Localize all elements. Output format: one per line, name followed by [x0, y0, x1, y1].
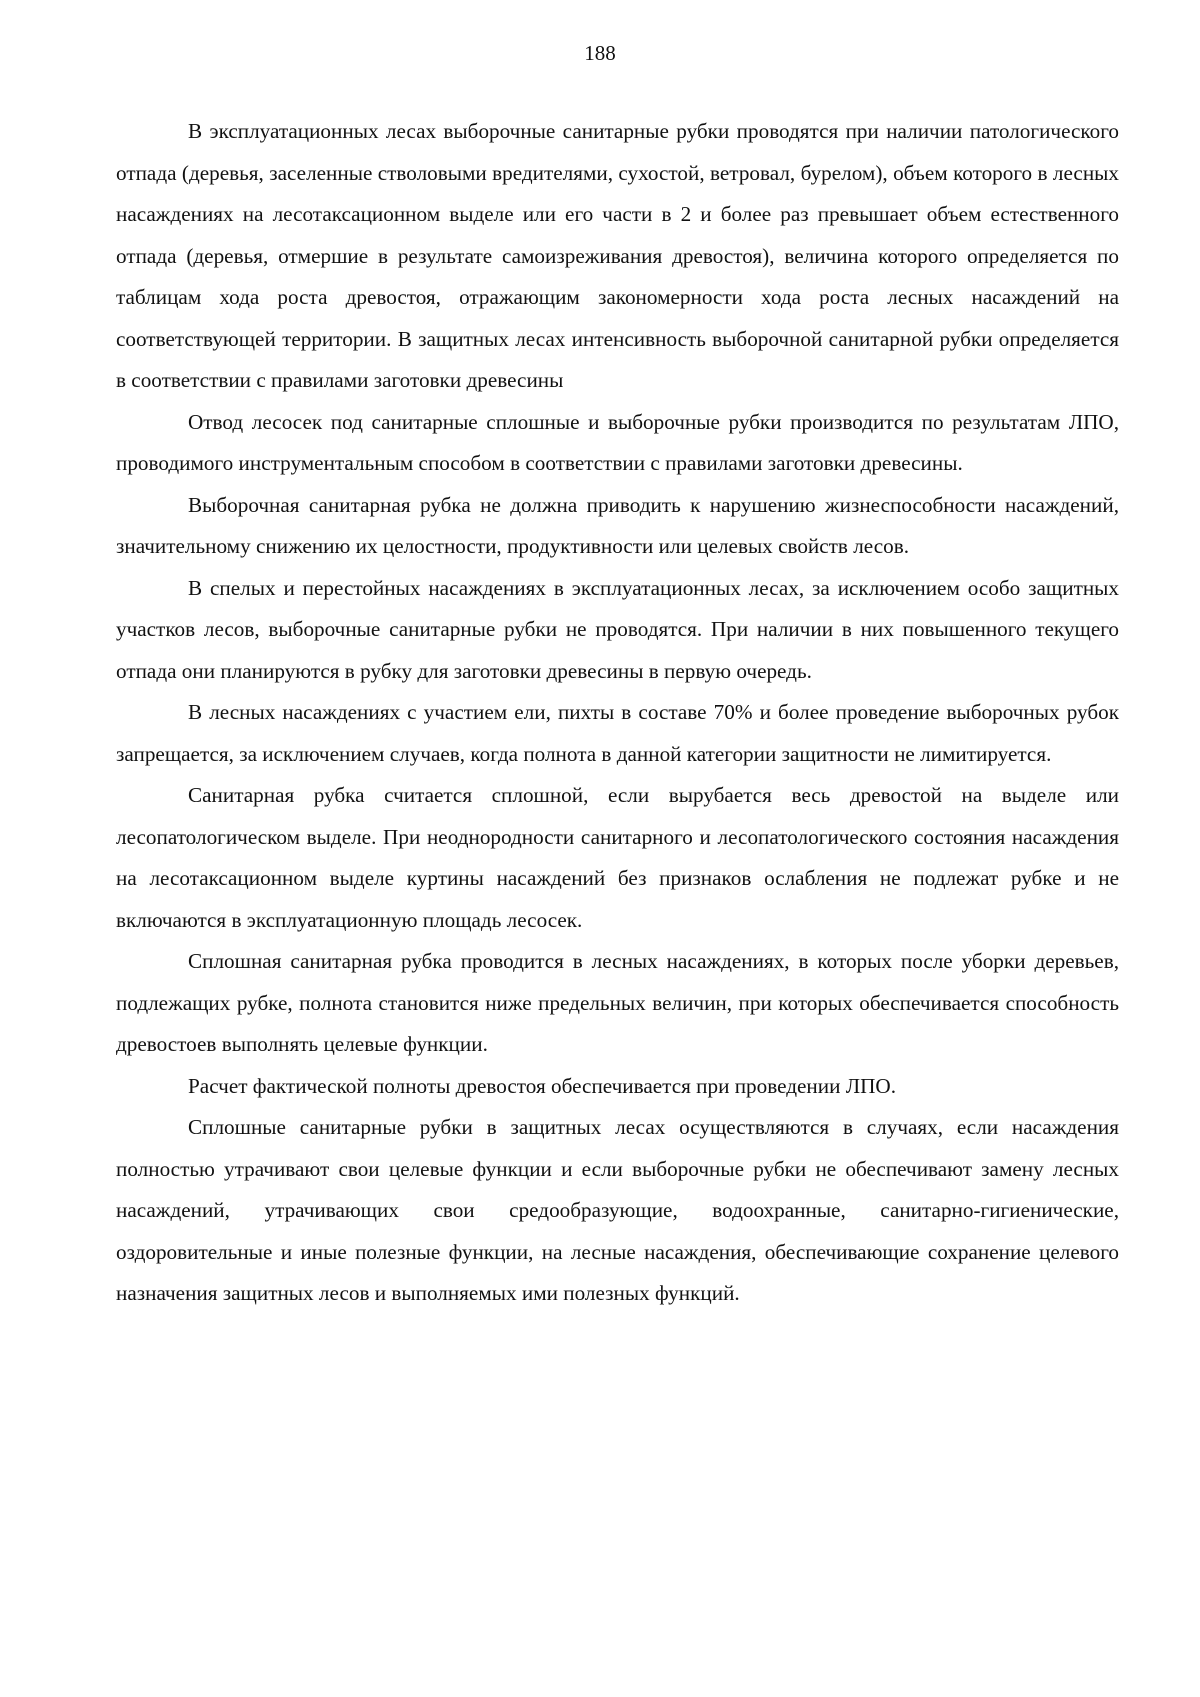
paragraph: Санитарная рубка считается сплошной, если вырубается весь древостой на выделе или лесопатологическом выделе. При неоднородности санитарного и лесопатологического состояния насаждения на лесотаксационном выделе куртины насаждений без признаков ослабления не подлежат рубке и не включаются в эксплуатационную площадь лесосек.	[116, 783, 1119, 932]
paragraph: В спелых и перестойных насаждениях в эксплуатационных лесах, за исключением особо защитных участков лесов, выборочные санитарные рубки не проводятся. При наличии в них повышенного текущего отпада они планируются в рубку для заготовки древесины в первую очередь.	[116, 575, 1119, 683]
paragraph: Сплошные санитарные рубки в защитных лесах осуществляются в случаях, если насаждения полностью утрачивают свои целевые функции и если выборочные рубки не обеспечивают замену лесных насаждений, утрачивающих свои средообразующие, водоохранные, санитарно-гигиенические, оздоровительные и иные полезные функции, на лесные насаждения, обеспечивающие сохранение целевого назначения защитных лесов и выполняемых ими полезных функций.	[116, 1115, 1119, 1305]
paragraph: Отвод лесосек под санитарные сплошные и выборочные рубки производится по результатам ЛПО, проводимого инструментальным способом в соответствии с правилами заготовки древесины.	[116, 409, 1119, 475]
paragraph: Выборочная санитарная рубка не должна приводить к нарушению жизнеспособности насаждений, значительному снижению их целостности, продуктивности или целевых свойств лесов.	[116, 492, 1119, 558]
paragraph: В лесных насаждениях с участием ели, пихты в составе 70% и более проведение выборочных рубок запрещается, за исключением случаев, когда полнота в данной категории защитности не лимитируется.	[116, 700, 1119, 766]
paragraph: В эксплуатационных лесах выборочные санитарные рубки проводятся при наличии патологического отпада (деревья, заселенные стволовыми вредителями, сухостой, ветровал, бурелом), объем которого в лесных насаждениях на лесотаксационном выделе или его части в 2 и более раз превышает объем естественного отпада (деревья, отмершие в результате самоизреживания древостоя), величина которого определяется по таблицам хода роста древостоя, отражающим закономерности хода роста лесных насаждений на соответствующей территории. В защитных лесах интенсивность выборочной санитарной рубки определяется в соответствии с правилами заготовки древесины	[116, 119, 1119, 392]
document-body	[116, 111, 1119, 1315]
paragraph: Расчет фактической полноты древостоя обеспечивается при проведении ЛПО.	[188, 1073, 897, 1098]
page-number: 188	[584, 41, 616, 65]
paragraph: Сплошная санитарная рубка проводится в лесных насаждениях, в которых после уборки деревьев, подлежащих рубке, полнота становится ниже предельных величин, при которых обеспечивается способность древостоев выполнять целевые функции.	[116, 949, 1119, 1056]
